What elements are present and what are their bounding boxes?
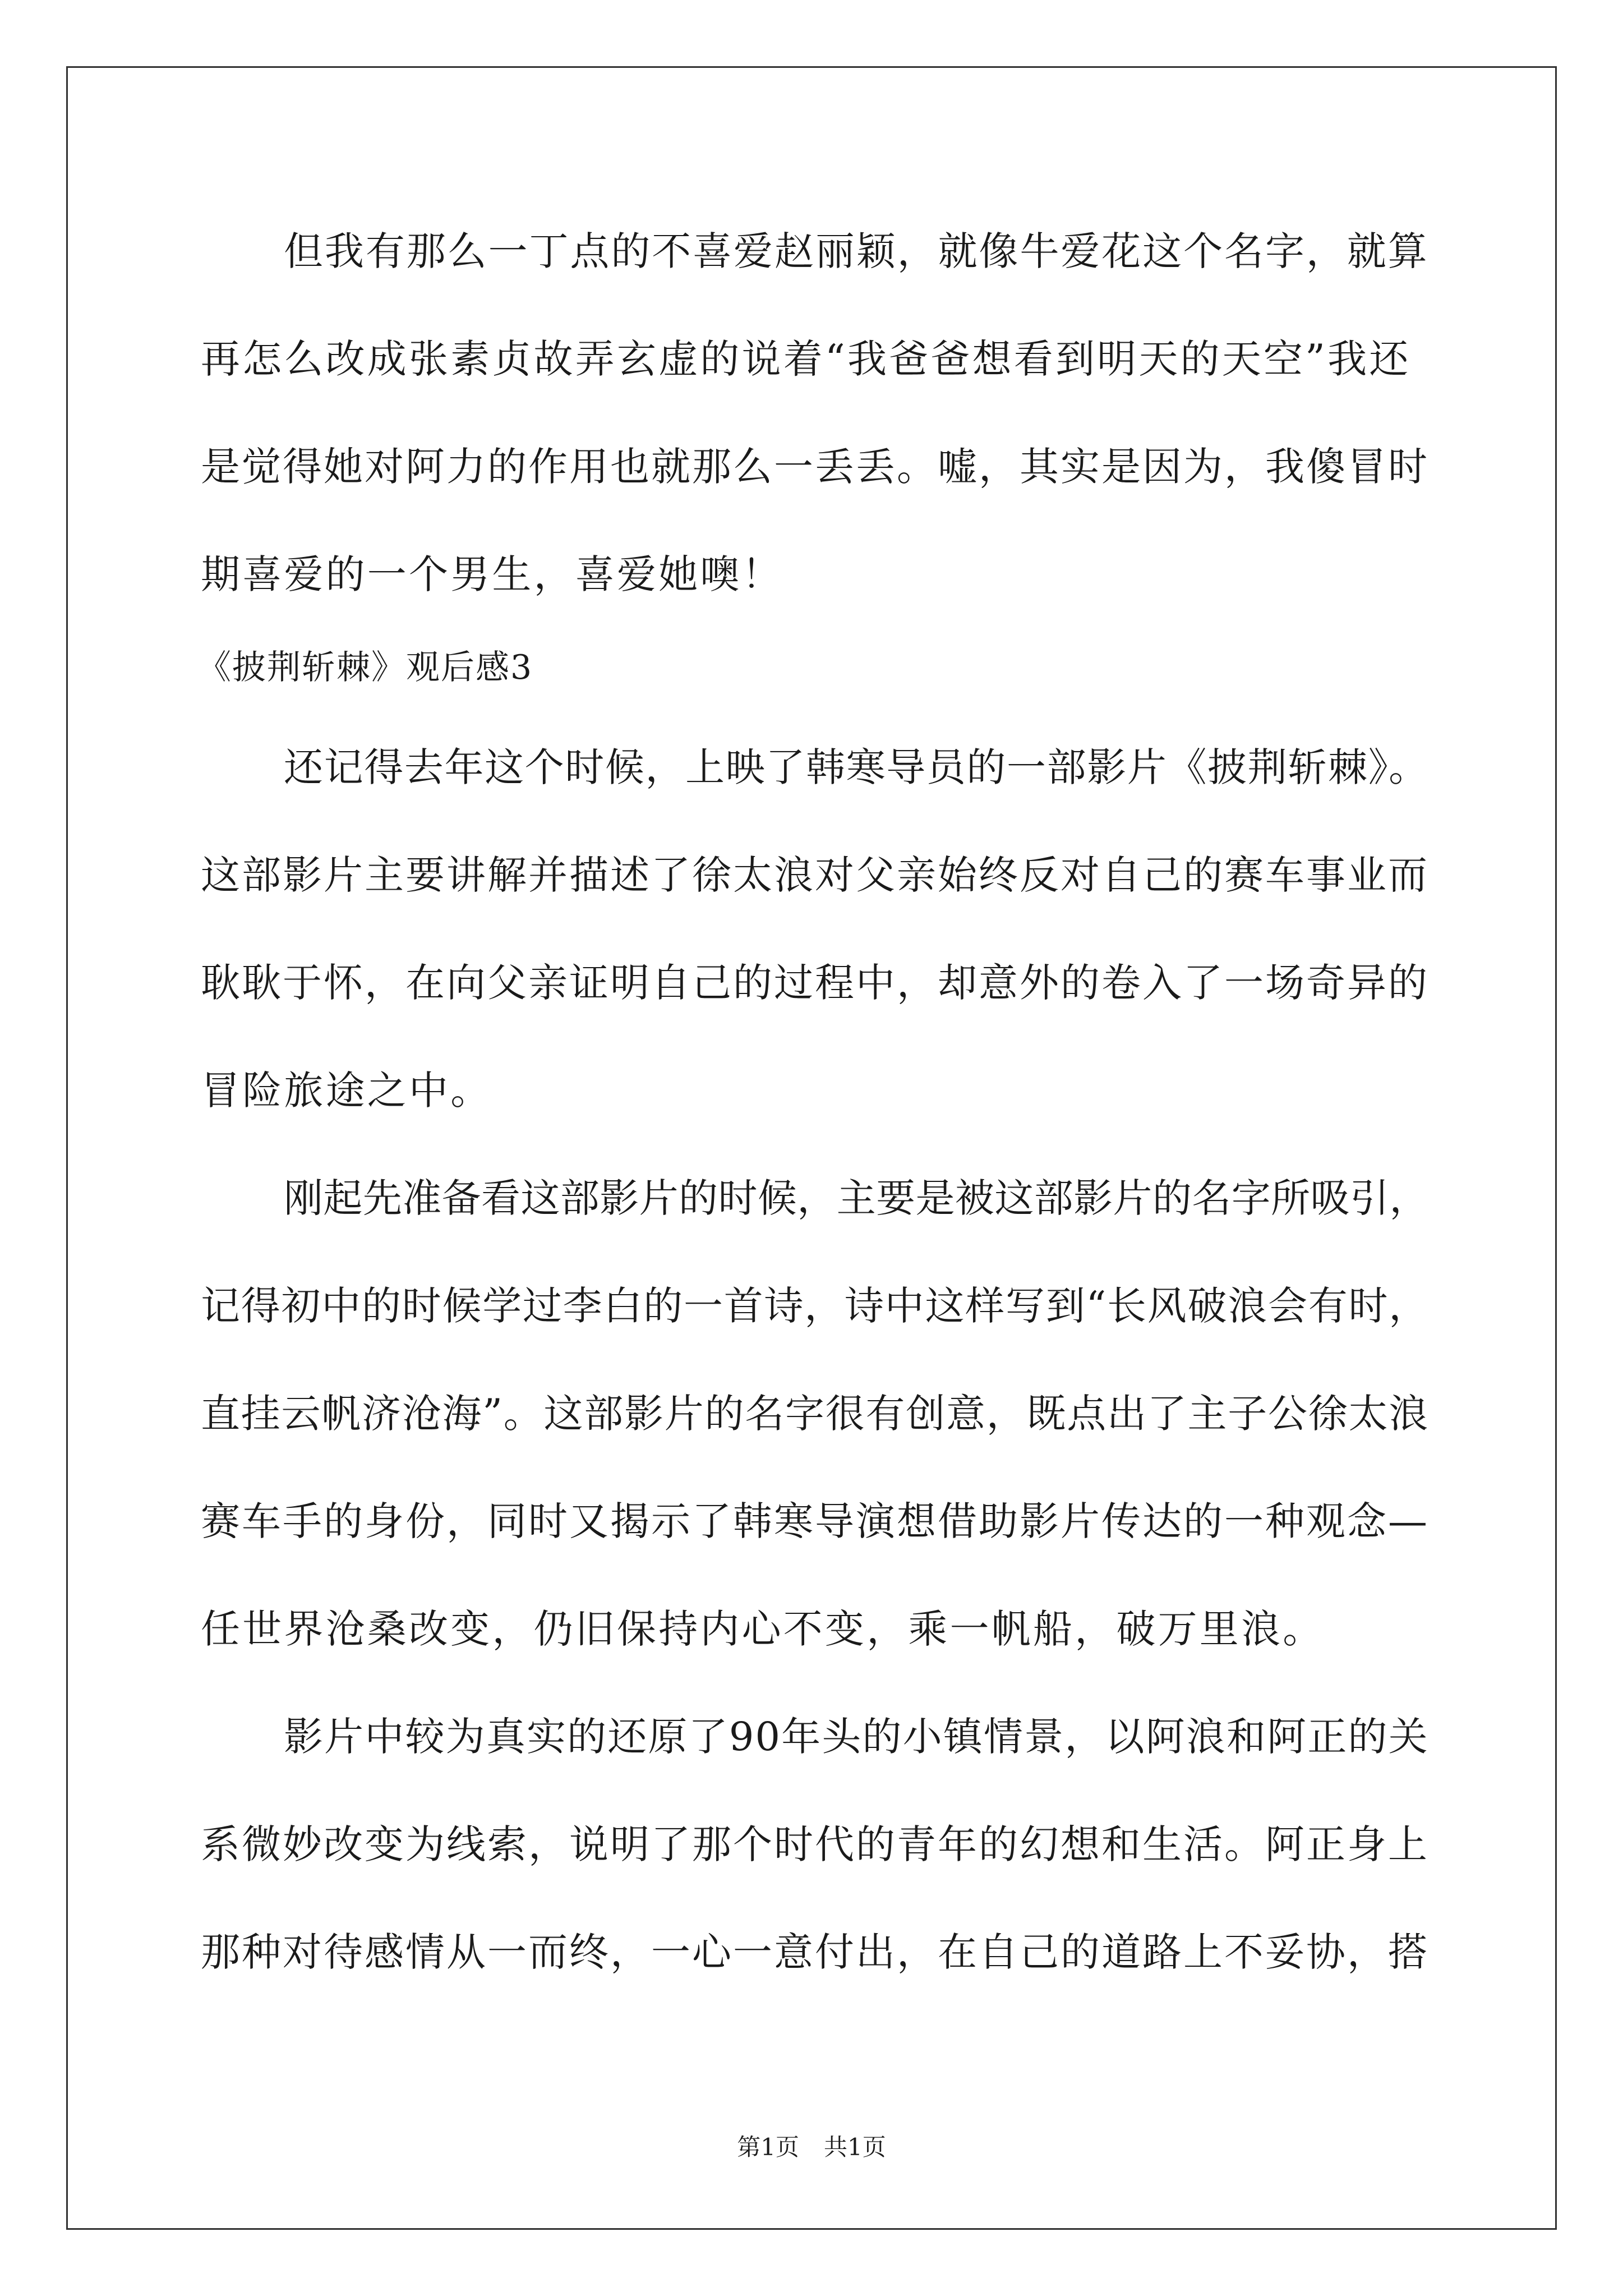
section-heading: 《披荆斩棘》观后感3 — [197, 648, 533, 687]
paragraph-1-line-2: 再怎么改成张素贞故弄玄虚的说着“我爸爸想看到明天的天空”我还 — [201, 336, 1411, 382]
page-number-current: 第1页 — [737, 2133, 799, 2161]
paragraph-1-line-1: 但我有那么一丁点的不喜爱赵丽颖，就像牛爱花这个名字，就算 — [284, 228, 1429, 274]
page-footer — [0, 2132, 1623, 2163]
paragraph-2-line-2: 这部影片主要讲解并描述了徐太浪对父亲始终反对自己的赛车事业而 — [201, 852, 1429, 898]
paragraph-4-line-3: 那种对待感情从一而终，一心一意付出，在自己的道路上不妥协，搭 — [201, 1929, 1429, 1975]
paragraph-3-line-1: 刚起先准备看这部影片的时候，主要是被这部影片的名字所吸引， — [284, 1175, 1429, 1221]
page-border — [66, 66, 1557, 2230]
paragraph-1-line-3: 是觉得她对阿力的作用也就那么一丢丢。嘘，其实是因为，我傻冒时 — [201, 444, 1429, 490]
paragraph-4-line-1: 影片中较为真实的还原了90年头的小镇情景，以阿浪和阿正的关 — [284, 1714, 1429, 1760]
paragraph-3-line-3: 直挂云帆济沧海”。这部影片的名字很有创意，既点出了主子公徐太浪 — [201, 1391, 1429, 1437]
paragraph-2-line-4: 冒险旅途之中。 — [201, 1068, 492, 1114]
paragraph-1-line-4: 期喜爱的一个男生，喜爱她噢！ — [201, 551, 783, 597]
paragraph-3-line-4: 赛车手的身份，同时又揭示了韩寒导演想借助影片传达的一种观念— — [201, 1498, 1429, 1544]
paragraph-3-line-5: 任世界沧桑改变，仍旧保持内心不变，乘一帆船，破万里浪。 — [201, 1606, 1325, 1652]
paragraph-2-line-3: 耿耿于怀，在向父亲证明自己的过程中，却意外的卷入了一场奇异的 — [201, 960, 1429, 1006]
paragraph-3-line-2: 记得初中的时候学过李白的一首诗，诗中这样写到“长风破浪会有时， — [201, 1283, 1429, 1329]
page-number-total: 共1页 — [824, 2133, 886, 2161]
paragraph-4-line-2: 系微妙改变为线索，说明了那个时代的青年的幻想和生活。阿正身上 — [201, 1821, 1429, 1867]
paragraph-2-line-1: 还记得去年这个时候，上映了韩寒导员的一部影片《披荆斩棘》。 — [284, 744, 1429, 790]
